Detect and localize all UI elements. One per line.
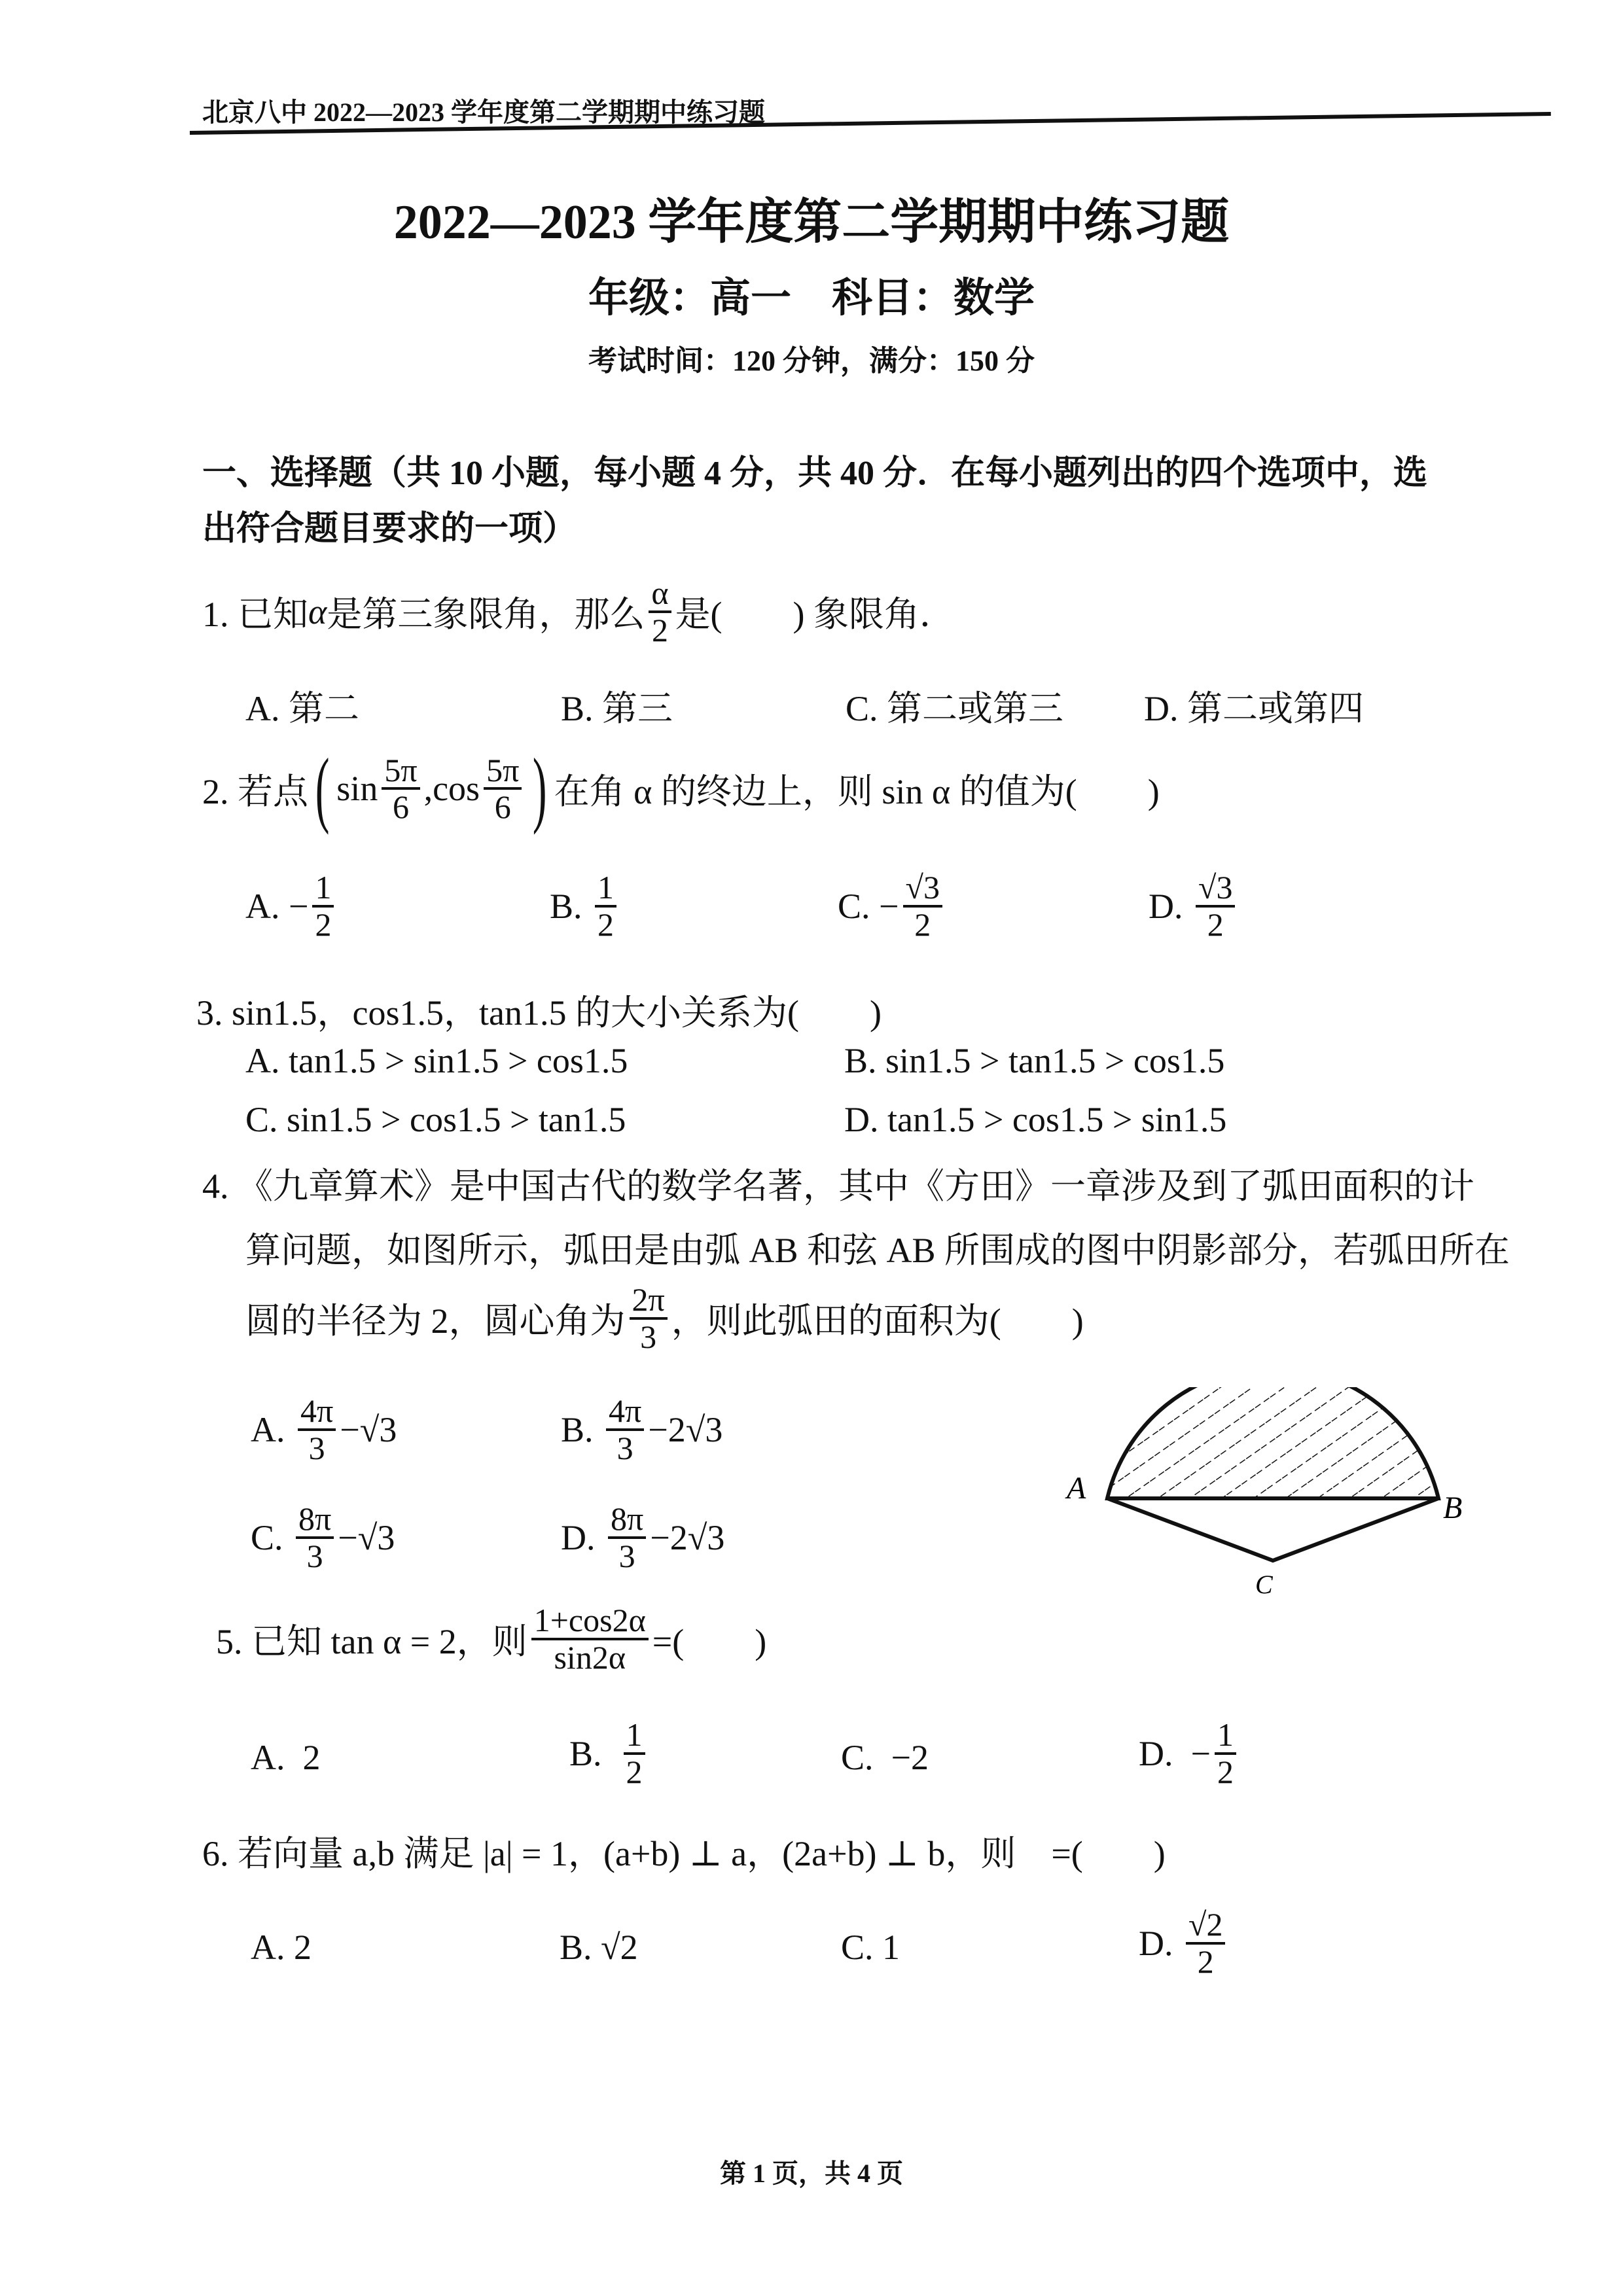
q2-text: 2. 若点 — [202, 771, 308, 811]
label-b: B — [1443, 1491, 1463, 1525]
label-c: C — [1255, 1570, 1273, 1597]
q1-option-b[interactable]: B. 第三 — [561, 689, 673, 728]
q5-text: =( ) — [652, 1622, 767, 1661]
q3-option-c[interactable]: C. sin1.5 > cos1.5 > tan1.5 — [245, 1100, 626, 1139]
question-1 — [202, 576, 955, 647]
numerator: 8π — [608, 1502, 646, 1539]
q6-option-d[interactable] — [1139, 1907, 1229, 1979]
option-label: C. — [251, 1517, 283, 1557]
option-label: A. — [251, 1409, 285, 1449]
q5-option-d[interactable] — [1139, 1718, 1240, 1789]
option-label: B. — [550, 886, 582, 926]
page-footer: 第 1 页，共 4 页 — [720, 2159, 903, 2188]
q1-text: 是第三象限角，那么 — [327, 595, 645, 634]
numerator: 4π — [606, 1394, 644, 1431]
left-paren: ( — [315, 741, 330, 836]
denominator: sin2α — [554, 1638, 626, 1676]
q2-option-a[interactable] — [245, 870, 338, 942]
denominator: 3 — [618, 1537, 635, 1574]
numerator: 1+cos2α — [531, 1603, 649, 1640]
tail: −2√3 — [648, 1409, 723, 1449]
option-label: A. — [251, 1738, 285, 1777]
q3-option-d[interactable]: D. tan1.5 > cos1.5 > sin1.5 — [844, 1100, 1227, 1139]
q4-option-c[interactable] — [251, 1502, 395, 1573]
fraction — [624, 1718, 645, 1789]
option-label: D. — [561, 1517, 596, 1557]
numerator: 1 — [1215, 1718, 1236, 1755]
denominator: 3 — [306, 1537, 323, 1574]
option-label: B. — [560, 1928, 592, 1967]
fraction — [1186, 1907, 1225, 1979]
question-2 — [202, 741, 1160, 836]
shaded-segment — [1107, 1387, 1438, 1498]
question-6: 6. 若向量 a,b 满足 |a| = 1，(a+b) ⊥ a，(2a+b) ⊥ b，则 =( ) — [202, 1834, 1166, 1873]
q2-option-b[interactable] — [550, 870, 620, 942]
q1-option-c[interactable]: C. 第二或第三 — [846, 689, 1064, 728]
denominator: 2 — [315, 906, 332, 943]
option-label: C. — [841, 1738, 874, 1777]
q1-option-d[interactable]: D. 第二或第四 — [1144, 689, 1364, 728]
q2-fraction-2 — [484, 753, 522, 824]
q4-option-a[interactable] — [251, 1394, 397, 1465]
numerator: 1 — [624, 1718, 645, 1755]
fraction — [1196, 870, 1235, 942]
sign: − — [1190, 1733, 1211, 1773]
q5-option-b[interactable] — [569, 1718, 649, 1789]
denominator: 2 — [597, 906, 615, 943]
q5-fraction — [531, 1603, 649, 1674]
denominator: 2 — [651, 611, 668, 648]
question-5 — [216, 1603, 766, 1674]
q4-option-b[interactable] — [561, 1394, 722, 1465]
numerator: 4π — [298, 1394, 336, 1431]
q2-cos: ,cos — [423, 769, 480, 808]
q1-fraction — [649, 576, 671, 647]
arc-field-figure — [1060, 1387, 1479, 1597]
denominator: 2 — [1207, 906, 1224, 943]
sign: − — [879, 886, 899, 926]
q4-option-d[interactable] — [561, 1502, 724, 1573]
q2-fraction-1 — [382, 753, 419, 824]
denominator: 2 — [1217, 1753, 1234, 1790]
numerator: 8π — [296, 1502, 334, 1539]
q1-text: 1. 已知 — [202, 595, 308, 634]
denominator: 2 — [1197, 1943, 1214, 1980]
denominator: 3 — [640, 1318, 657, 1355]
fraction — [606, 1394, 644, 1465]
q4-text: 圆的半径为 2，圆心角为 — [245, 1301, 626, 1341]
q1-alpha: α — [308, 592, 327, 631]
numerator: 5π — [484, 753, 522, 790]
fraction — [298, 1394, 336, 1465]
section-heading-line1: 一、选择题（共 10 小题，每小题 4 分，共 40 分．在每小题列出的四个选项中，选 — [202, 455, 1428, 492]
q4-fraction — [630, 1282, 668, 1354]
running-header: 北京八中 2022—2023 学年度第二学期期中练习题 — [202, 97, 765, 127]
radii-lines — [1107, 1498, 1438, 1561]
option-value: −2 — [891, 1738, 929, 1777]
denominator: 2 — [914, 906, 931, 943]
denominator: 6 — [392, 788, 409, 825]
fraction — [312, 870, 334, 942]
question-4-line3 — [245, 1282, 1084, 1354]
tail: −√3 — [338, 1517, 395, 1557]
option-label: C. — [841, 1928, 874, 1967]
q2-option-d[interactable] — [1149, 870, 1239, 942]
numerator: 2π — [630, 1282, 668, 1320]
option-value: 1 — [882, 1928, 901, 1967]
tail: −√3 — [340, 1409, 397, 1449]
denominator: 3 — [616, 1429, 633, 1466]
numerator: 1 — [312, 870, 334, 908]
grade-subject: 年级：高一 科目：数学 — [588, 276, 1035, 321]
option-label: A. — [245, 886, 280, 926]
numerator: √3 — [1196, 870, 1235, 908]
fraction — [608, 1502, 646, 1573]
q5-option-a[interactable] — [251, 1737, 321, 1778]
fraction — [296, 1502, 334, 1573]
denominator: 6 — [494, 788, 511, 825]
denominator: 3 — [308, 1429, 325, 1466]
exam-info: 考试时间：120 分钟，满分：150 分 — [588, 345, 1035, 377]
label-a: A — [1067, 1471, 1086, 1506]
numerator: α — [649, 576, 671, 613]
numerator: √2 — [1186, 1907, 1225, 1945]
question-4-line2: 算问题，如图所示，弧田是由弧 AB 和弦 AB 所围成的图中阴影部分，若弧田所在 — [245, 1231, 1510, 1270]
sign: − — [289, 886, 309, 926]
q5-option-c[interactable] — [841, 1737, 929, 1778]
section-heading-line2: 出符合题目要求的一项） — [202, 510, 577, 548]
q6-option-a[interactable] — [251, 1927, 312, 1968]
option-label: D. — [1139, 1923, 1173, 1963]
q2-sin: sin — [336, 769, 378, 808]
numerator: 1 — [595, 870, 616, 908]
option-value: √2 — [601, 1928, 638, 1967]
option-label: A. — [251, 1928, 285, 1967]
page-title: 2022—2023 学年度第二学期期中练习题 — [393, 196, 1230, 249]
q5-text: 5. 已知 tan α = 2，则 — [216, 1622, 527, 1661]
right-paren: ) — [533, 741, 547, 836]
option-value: 2 — [302, 1738, 321, 1777]
option-label: B. — [561, 1409, 594, 1449]
q6-option-b[interactable] — [560, 1927, 638, 1968]
numerator: 5π — [382, 753, 419, 790]
q1-option-a[interactable]: A. 第二 — [245, 689, 359, 728]
fraction — [1215, 1718, 1236, 1789]
question-3: 3. sin1.5，cos1.5，tan1.5 的大小关系为( ) — [196, 993, 882, 1033]
q6-option-c[interactable] — [841, 1927, 900, 1968]
fraction — [595, 870, 616, 942]
q4-text: ，则此弧田的面积为( ) — [671, 1301, 1084, 1341]
option-label: C. — [838, 886, 870, 926]
option-label: D. — [1149, 886, 1183, 926]
q1-text: 是( ) 象限角． — [675, 595, 955, 634]
fraction — [903, 870, 942, 942]
option-label: B. — [569, 1733, 602, 1773]
option-value: 2 — [294, 1928, 312, 1967]
tail: −2√3 — [650, 1517, 725, 1557]
q2-option-c[interactable] — [838, 870, 946, 942]
q3-option-b[interactable]: B. sin1.5 > tan1.5 > cos1.5 — [844, 1041, 1225, 1080]
denominator: 2 — [626, 1753, 643, 1790]
q3-option-a[interactable]: A. tan1.5 > sin1.5 > cos1.5 — [245, 1041, 628, 1080]
option-label: D. — [1139, 1733, 1173, 1773]
numerator: √3 — [903, 870, 942, 908]
q2-text: 在角 α 的终边上，则 sin α 的值为( ) — [554, 771, 1160, 811]
question-4-line1: 4. 《九章算术》是中国古代的数学名著，其中《方田》一章涉及到了弧田面积的计 — [202, 1167, 1474, 1206]
